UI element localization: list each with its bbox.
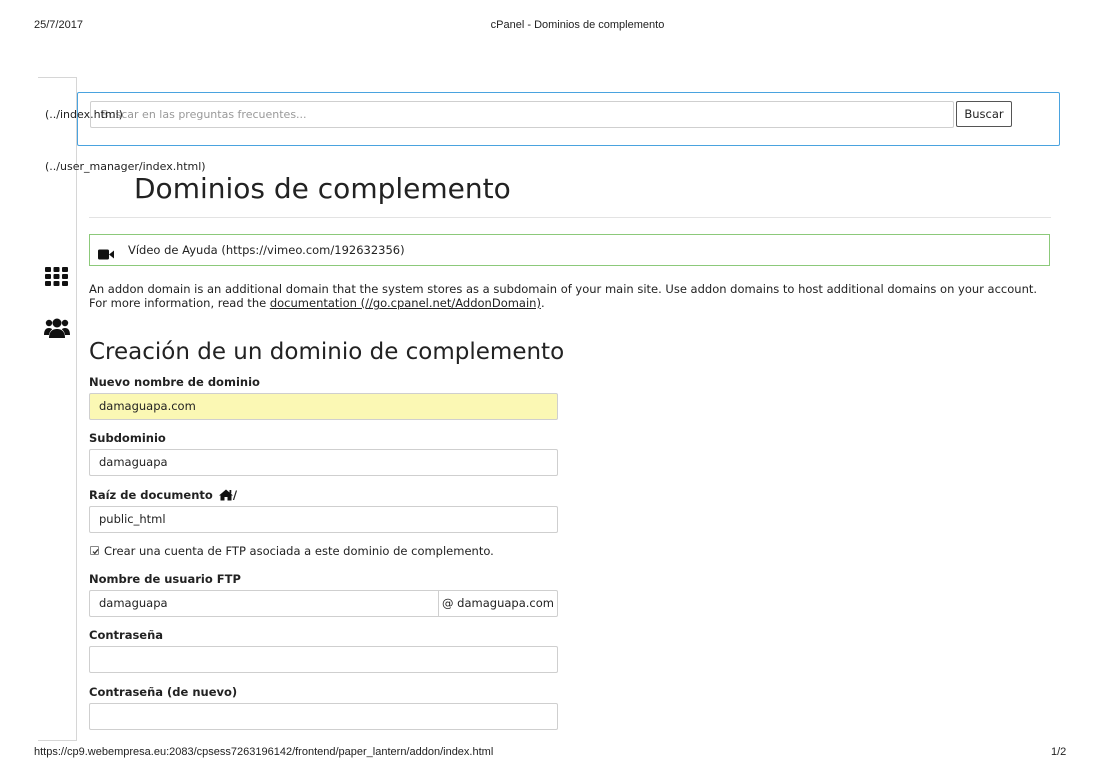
print-url: https://cp9.webempresa.eu:2083/cpsess7263196142/frontend/paper_lantern/addon/index.html xyxy=(34,746,494,758)
page-title: Dominios de complemento xyxy=(134,172,511,205)
help-video-box[interactable] xyxy=(89,234,1050,266)
description-end: . xyxy=(540,296,545,310)
grid-icon[interactable] xyxy=(45,267,68,286)
password-again-label: Contraseña (de nuevo) xyxy=(89,685,238,699)
addon-description xyxy=(89,282,1051,310)
sidebar-top-border xyxy=(38,77,76,78)
user-manager-link[interactable]: (../user_manager/index.html) xyxy=(45,160,206,173)
home-link[interactable]: (../index.html) xyxy=(45,108,123,121)
doc-root-input[interactable]: public_html xyxy=(89,506,558,533)
new-domain-label: Nuevo nombre de dominio xyxy=(89,375,260,389)
doc-root-label xyxy=(89,488,237,504)
sidebar-bottom-border xyxy=(38,740,76,741)
video-camera-icon xyxy=(98,245,114,256)
documentation-link[interactable]: documentation (//go.cpanel.net/AddonDomain) xyxy=(269,296,541,310)
users-icon[interactable] xyxy=(44,317,70,339)
ftp-user-label: Nombre de usuario FTP xyxy=(89,572,241,586)
print-doc-title: cPanel - Dominios de complemento xyxy=(490,19,665,31)
ftp-checkbox[interactable] xyxy=(90,546,99,555)
password-again-input[interactable] xyxy=(89,703,558,730)
ftp-user-input[interactable]: damaguapa xyxy=(89,590,439,617)
ftp-checkbox-label[interactable]: Crear una cuenta de FTP asociada a este dominio de complemento. xyxy=(104,544,494,558)
description-text: An addon domain is an additional domain that the system stores as a subdomain of your main site. Use addon domains to host additional domains on your account. For more information, read the xyxy=(89,282,1038,310)
new-domain-input[interactable]: damaguapa.com xyxy=(89,393,558,420)
sidebar-divider xyxy=(76,77,77,741)
doc-root-suffix: / xyxy=(232,488,238,502)
subdomain-input[interactable]: damaguapa xyxy=(89,449,558,476)
subdomain-label: Subdominio xyxy=(89,431,166,445)
ftp-domain-addon: @ damaguapa.com xyxy=(438,590,558,617)
password-label: Contraseña xyxy=(89,628,164,642)
password-input[interactable] xyxy=(89,646,558,673)
help-video-link[interactable]: Vídeo de Ayuda (https://vimeo.com/192632356) xyxy=(128,243,405,257)
search-button[interactable]: Buscar xyxy=(956,101,1012,127)
title-divider xyxy=(89,217,1051,218)
home-icon xyxy=(219,489,233,504)
search-bar xyxy=(77,92,1060,146)
create-addon-title: Creación de un dominio de complemento xyxy=(89,339,565,365)
doc-root-label-text: Raíz de documento xyxy=(89,488,213,502)
print-page-number: 1/2 xyxy=(1051,746,1067,758)
search-input[interactable]: Buscar en las preguntas frecuentes... xyxy=(90,101,954,128)
print-date: 25/7/2017 xyxy=(34,19,83,31)
